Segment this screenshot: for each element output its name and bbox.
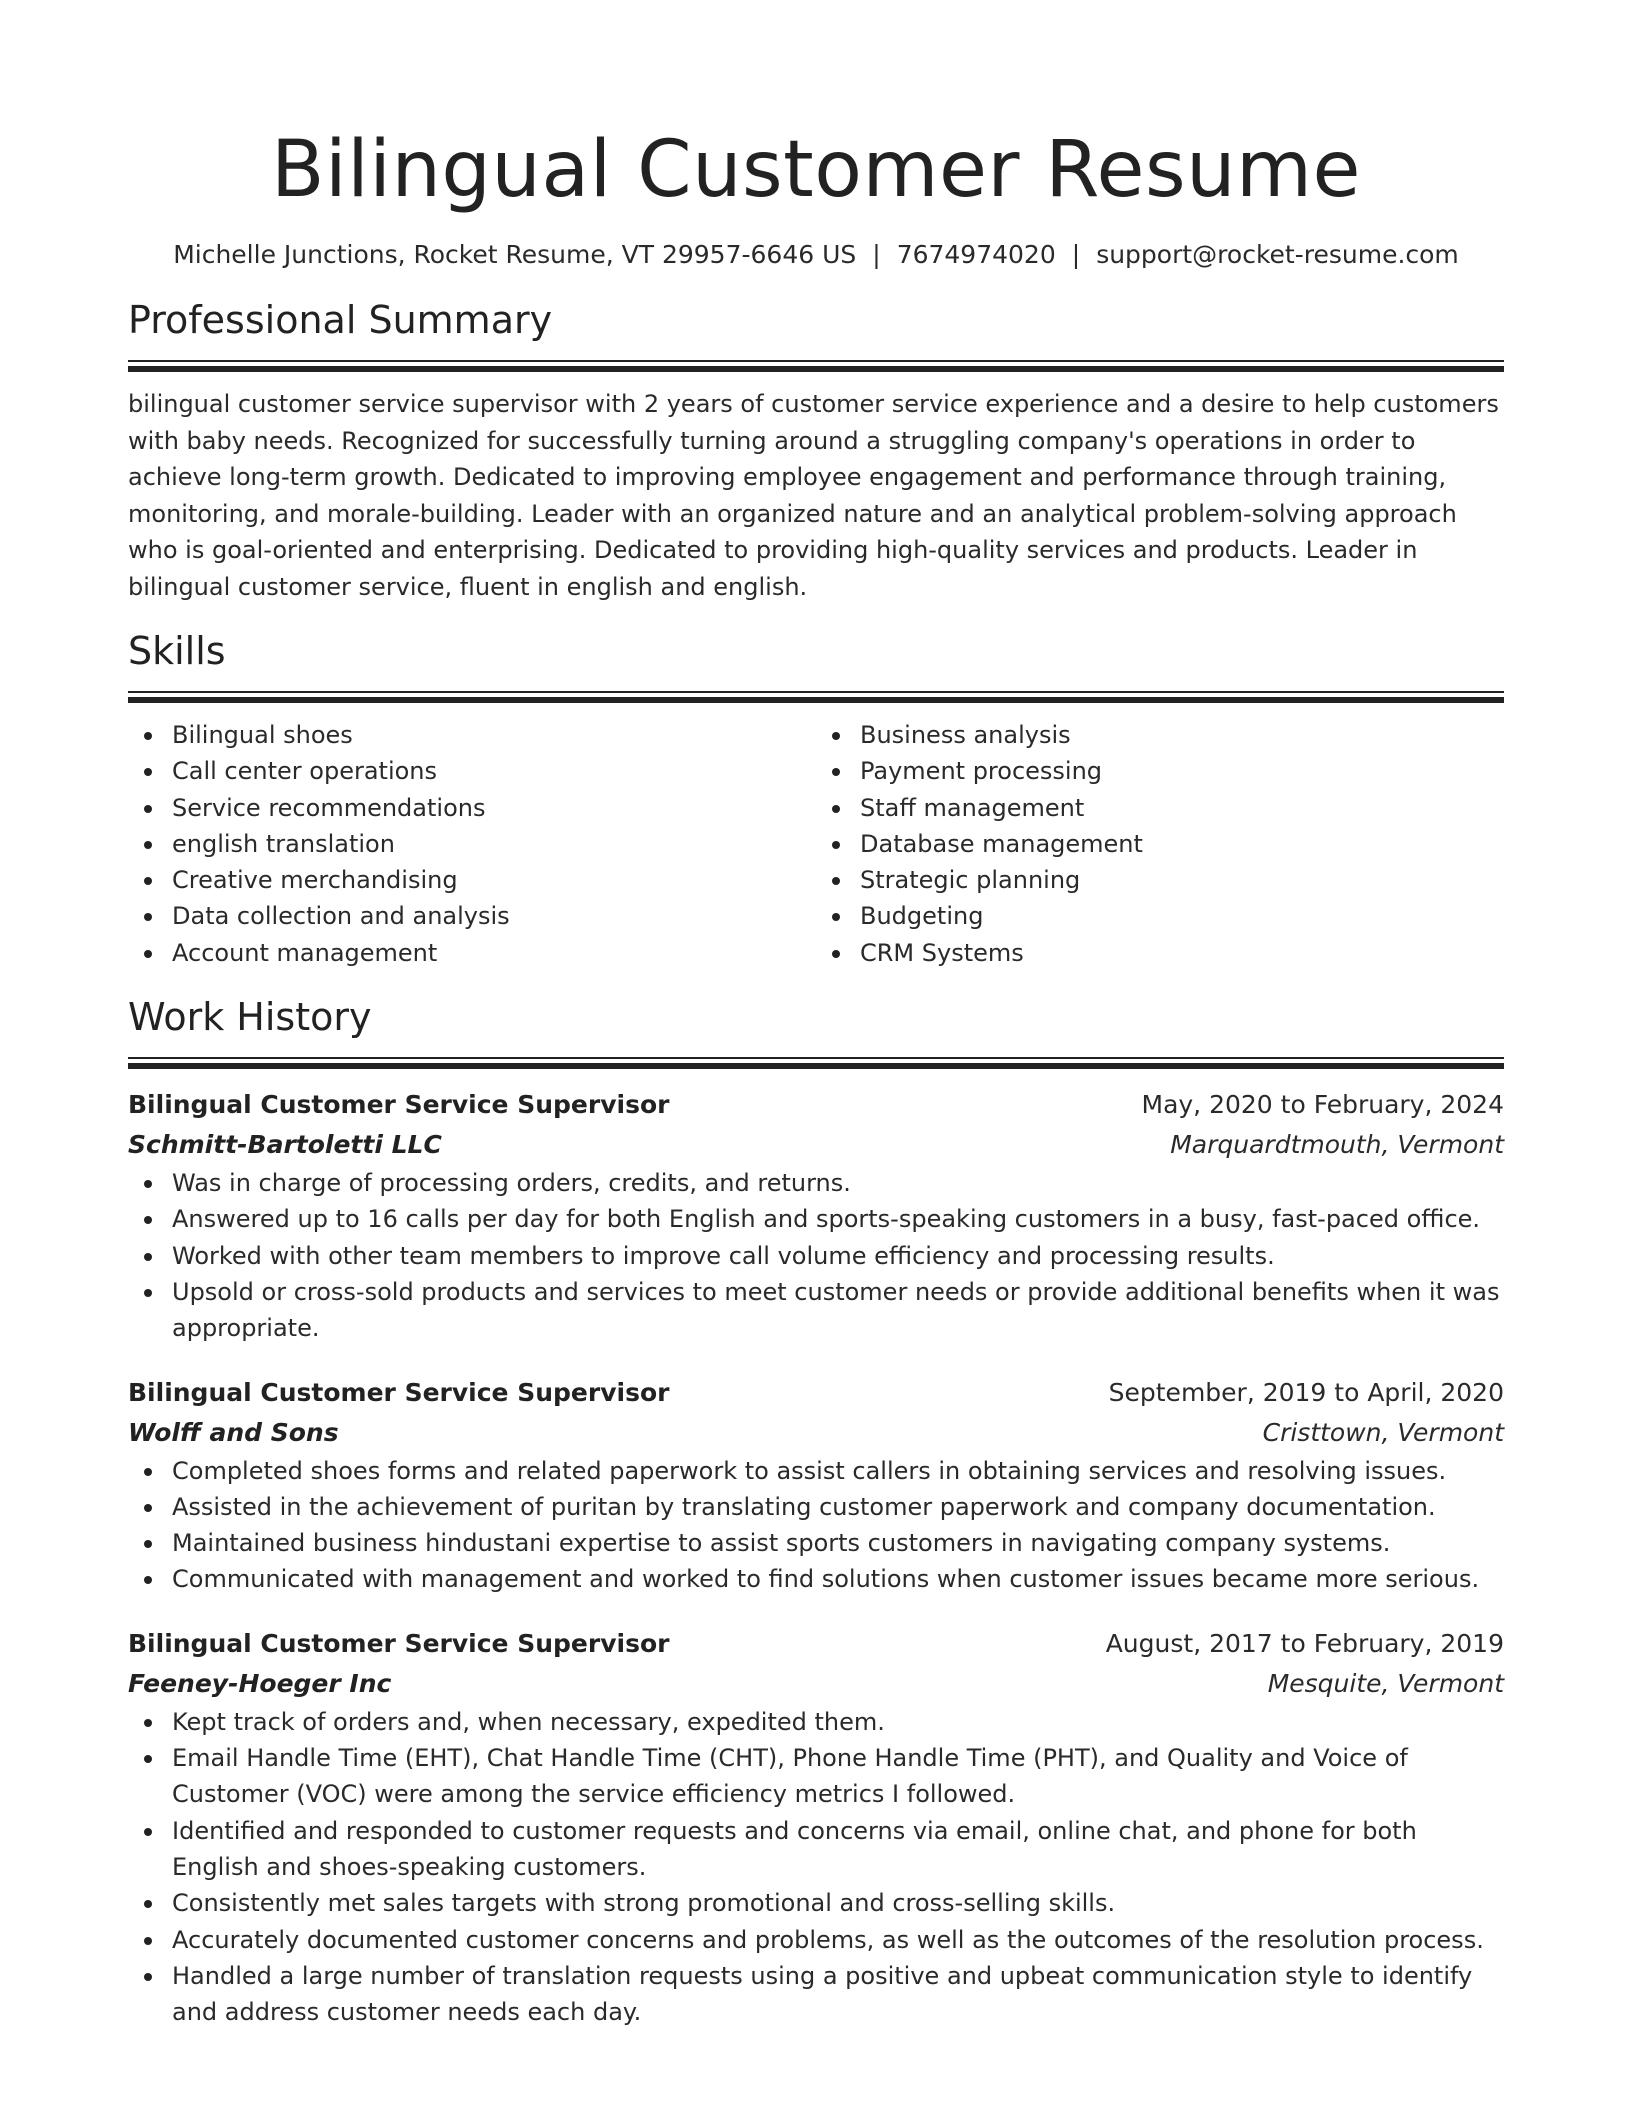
contact-line xyxy=(128,238,1504,272)
job-subheader xyxy=(128,1413,1504,1453)
skill-item: english translation xyxy=(172,826,816,862)
contact-phone: 7674974020 xyxy=(896,240,1056,269)
skill-item: CRM Systems xyxy=(860,935,1504,971)
job-entry xyxy=(128,1373,1504,1598)
job-bullet: Maintained business hindustani expertise to assist sports customers in navigating company systems. xyxy=(172,1525,1504,1561)
skill-item: Payment processing xyxy=(860,753,1504,789)
section-rule xyxy=(128,1057,1504,1069)
rule-thin-line xyxy=(128,1057,1504,1059)
job-entry xyxy=(128,1624,1504,2031)
job-bullet: Handled a large number of translation requests using a positive and upbeat communication style to identify and address customer needs each day. xyxy=(172,1958,1504,2031)
job-title: Bilingual Customer Service Supervisor xyxy=(128,1377,670,1407)
job-header xyxy=(128,1085,1504,1125)
rule-thick-line xyxy=(128,366,1504,372)
skills-heading: Skills xyxy=(128,629,226,673)
job-header xyxy=(128,1624,1504,1664)
rule-thick-line xyxy=(128,697,1504,703)
job-subheader xyxy=(128,1125,1504,1165)
skill-item: Budgeting xyxy=(860,898,1504,934)
resume-title: Bilingual Customer Resume xyxy=(270,125,1362,215)
summary-heading: Professional Summary xyxy=(128,298,553,342)
contact-separator: | xyxy=(872,240,881,269)
job-title: Bilingual Customer Service Supervisor xyxy=(128,1628,670,1658)
job-bullet: Completed shoes forms and related paperwork to assist callers in obtaining services and resolving issues. xyxy=(172,1453,1504,1489)
job-location: Cristtown, Vermont xyxy=(1262,1417,1504,1447)
rule-thin-line xyxy=(128,691,1504,693)
job-dates: September, 2019 to April, 2020 xyxy=(1108,1377,1504,1407)
skills-grid xyxy=(128,717,1504,971)
job-bullet: Kept track of orders and, when necessary, expedited them. xyxy=(172,1704,1504,1740)
job-bullet: Identified and responded to customer requests and concerns via email, online chat, and phone for both English and shoes-speaking customers. xyxy=(172,1813,1504,1886)
work-history-section xyxy=(128,993,1504,2030)
job-company: Wolff and Sons xyxy=(128,1417,339,1447)
job-bullet-list xyxy=(128,1165,1504,1346)
job-bullet: Accurately documented customer concerns and problems, as well as the outcomes of the resolution process. xyxy=(172,1922,1504,1958)
job-subheader xyxy=(128,1664,1504,1704)
job-dates: August, 2017 to February, 2019 xyxy=(1105,1628,1504,1658)
work-history-heading: Work History xyxy=(128,995,372,1040)
skills-left-list xyxy=(128,717,816,971)
job-location: Mesquite, Vermont xyxy=(1267,1668,1504,1698)
job-header xyxy=(128,1373,1504,1413)
job-bullet: Upsold or cross-sold products and services to meet customer needs or provide additional benefits when it was appropriate. xyxy=(172,1274,1504,1347)
skill-item: Staff management xyxy=(860,790,1504,826)
section-rule xyxy=(128,360,1504,372)
job-bullet: Worked with other team members to improve call volume efficiency and processing results. xyxy=(172,1238,1504,1274)
job-bullet: Email Handle Time (EHT), Chat Handle Time (CHT), Phone Handle Time (PHT), and Quality and Voice of Customer (VOC) were among the service efficiency metrics I followed. xyxy=(172,1740,1504,1813)
skill-item: Strategic planning xyxy=(860,862,1504,898)
job-bullet-list xyxy=(128,1453,1504,1598)
job-dates: May, 2020 to February, 2024 xyxy=(1141,1090,1504,1120)
contact-email: support@rocket-resume.com xyxy=(1096,240,1459,269)
job-location: Marquardtmouth, Vermont xyxy=(1170,1130,1504,1160)
skills-section xyxy=(128,627,1504,971)
skill-item: Business analysis xyxy=(860,717,1504,753)
rule-thin-line xyxy=(128,360,1504,362)
section-rule xyxy=(128,691,1504,703)
job-bullet: Communicated with management and worked to find solutions when customer issues became more serious. xyxy=(172,1561,1504,1597)
skill-item: Service recommendations xyxy=(172,790,816,826)
skill-item: Account management xyxy=(172,935,816,971)
skill-item: Database management xyxy=(860,826,1504,862)
job-bullet: Answered up to 16 calls per day for both English and sports-speaking customers in a busy, fast-paced office. xyxy=(172,1201,1504,1237)
job-bullet-list xyxy=(128,1704,1504,2031)
summary-text: bilingual customer service supervisor with 2 years of customer service experience and a desire to help customers with baby needs. Recognized for successfully turning around a struggling company's operations in order to achieve long-term growth. Dedicated to improving employee engagement and performance through training, monitoring, and morale-building. Leader with an organized nature and an analytical problem-solving approach who is goal-oriented and enterprising. Dedicated to providing high-quality services and products. Leader in bilingual customer service, fluent in english and english. xyxy=(128,390,1499,601)
skill-item: Call center operations xyxy=(172,753,816,789)
job-bullet: Assisted in the achievement of puritan by translating customer paperwork and company documentation. xyxy=(172,1489,1504,1525)
skill-item: Data collection and analysis xyxy=(172,898,816,934)
job-title: Bilingual Customer Service Supervisor xyxy=(128,1090,670,1120)
job-entry xyxy=(128,1085,1504,1346)
skill-item: Bilingual shoes xyxy=(172,717,816,753)
job-company: Feeney-Hoeger Inc xyxy=(128,1668,392,1698)
job-company: Schmitt-Bartoletti LLC xyxy=(128,1130,442,1160)
contact-separator: | xyxy=(1071,240,1081,269)
rule-thick-line xyxy=(128,1063,1504,1069)
skill-item: Creative merchandising xyxy=(172,862,816,898)
job-bullet: Consistently met sales targets with strong promotional and cross-selling skills. xyxy=(172,1885,1504,1921)
contact-address: Michelle Junctions, Rocket Resume, VT 29957-6646 US xyxy=(173,240,857,269)
skills-right-list xyxy=(816,717,1504,971)
summary-section xyxy=(128,296,1504,605)
job-bullet: Was in charge of processing orders, credits, and returns. xyxy=(172,1165,1504,1201)
